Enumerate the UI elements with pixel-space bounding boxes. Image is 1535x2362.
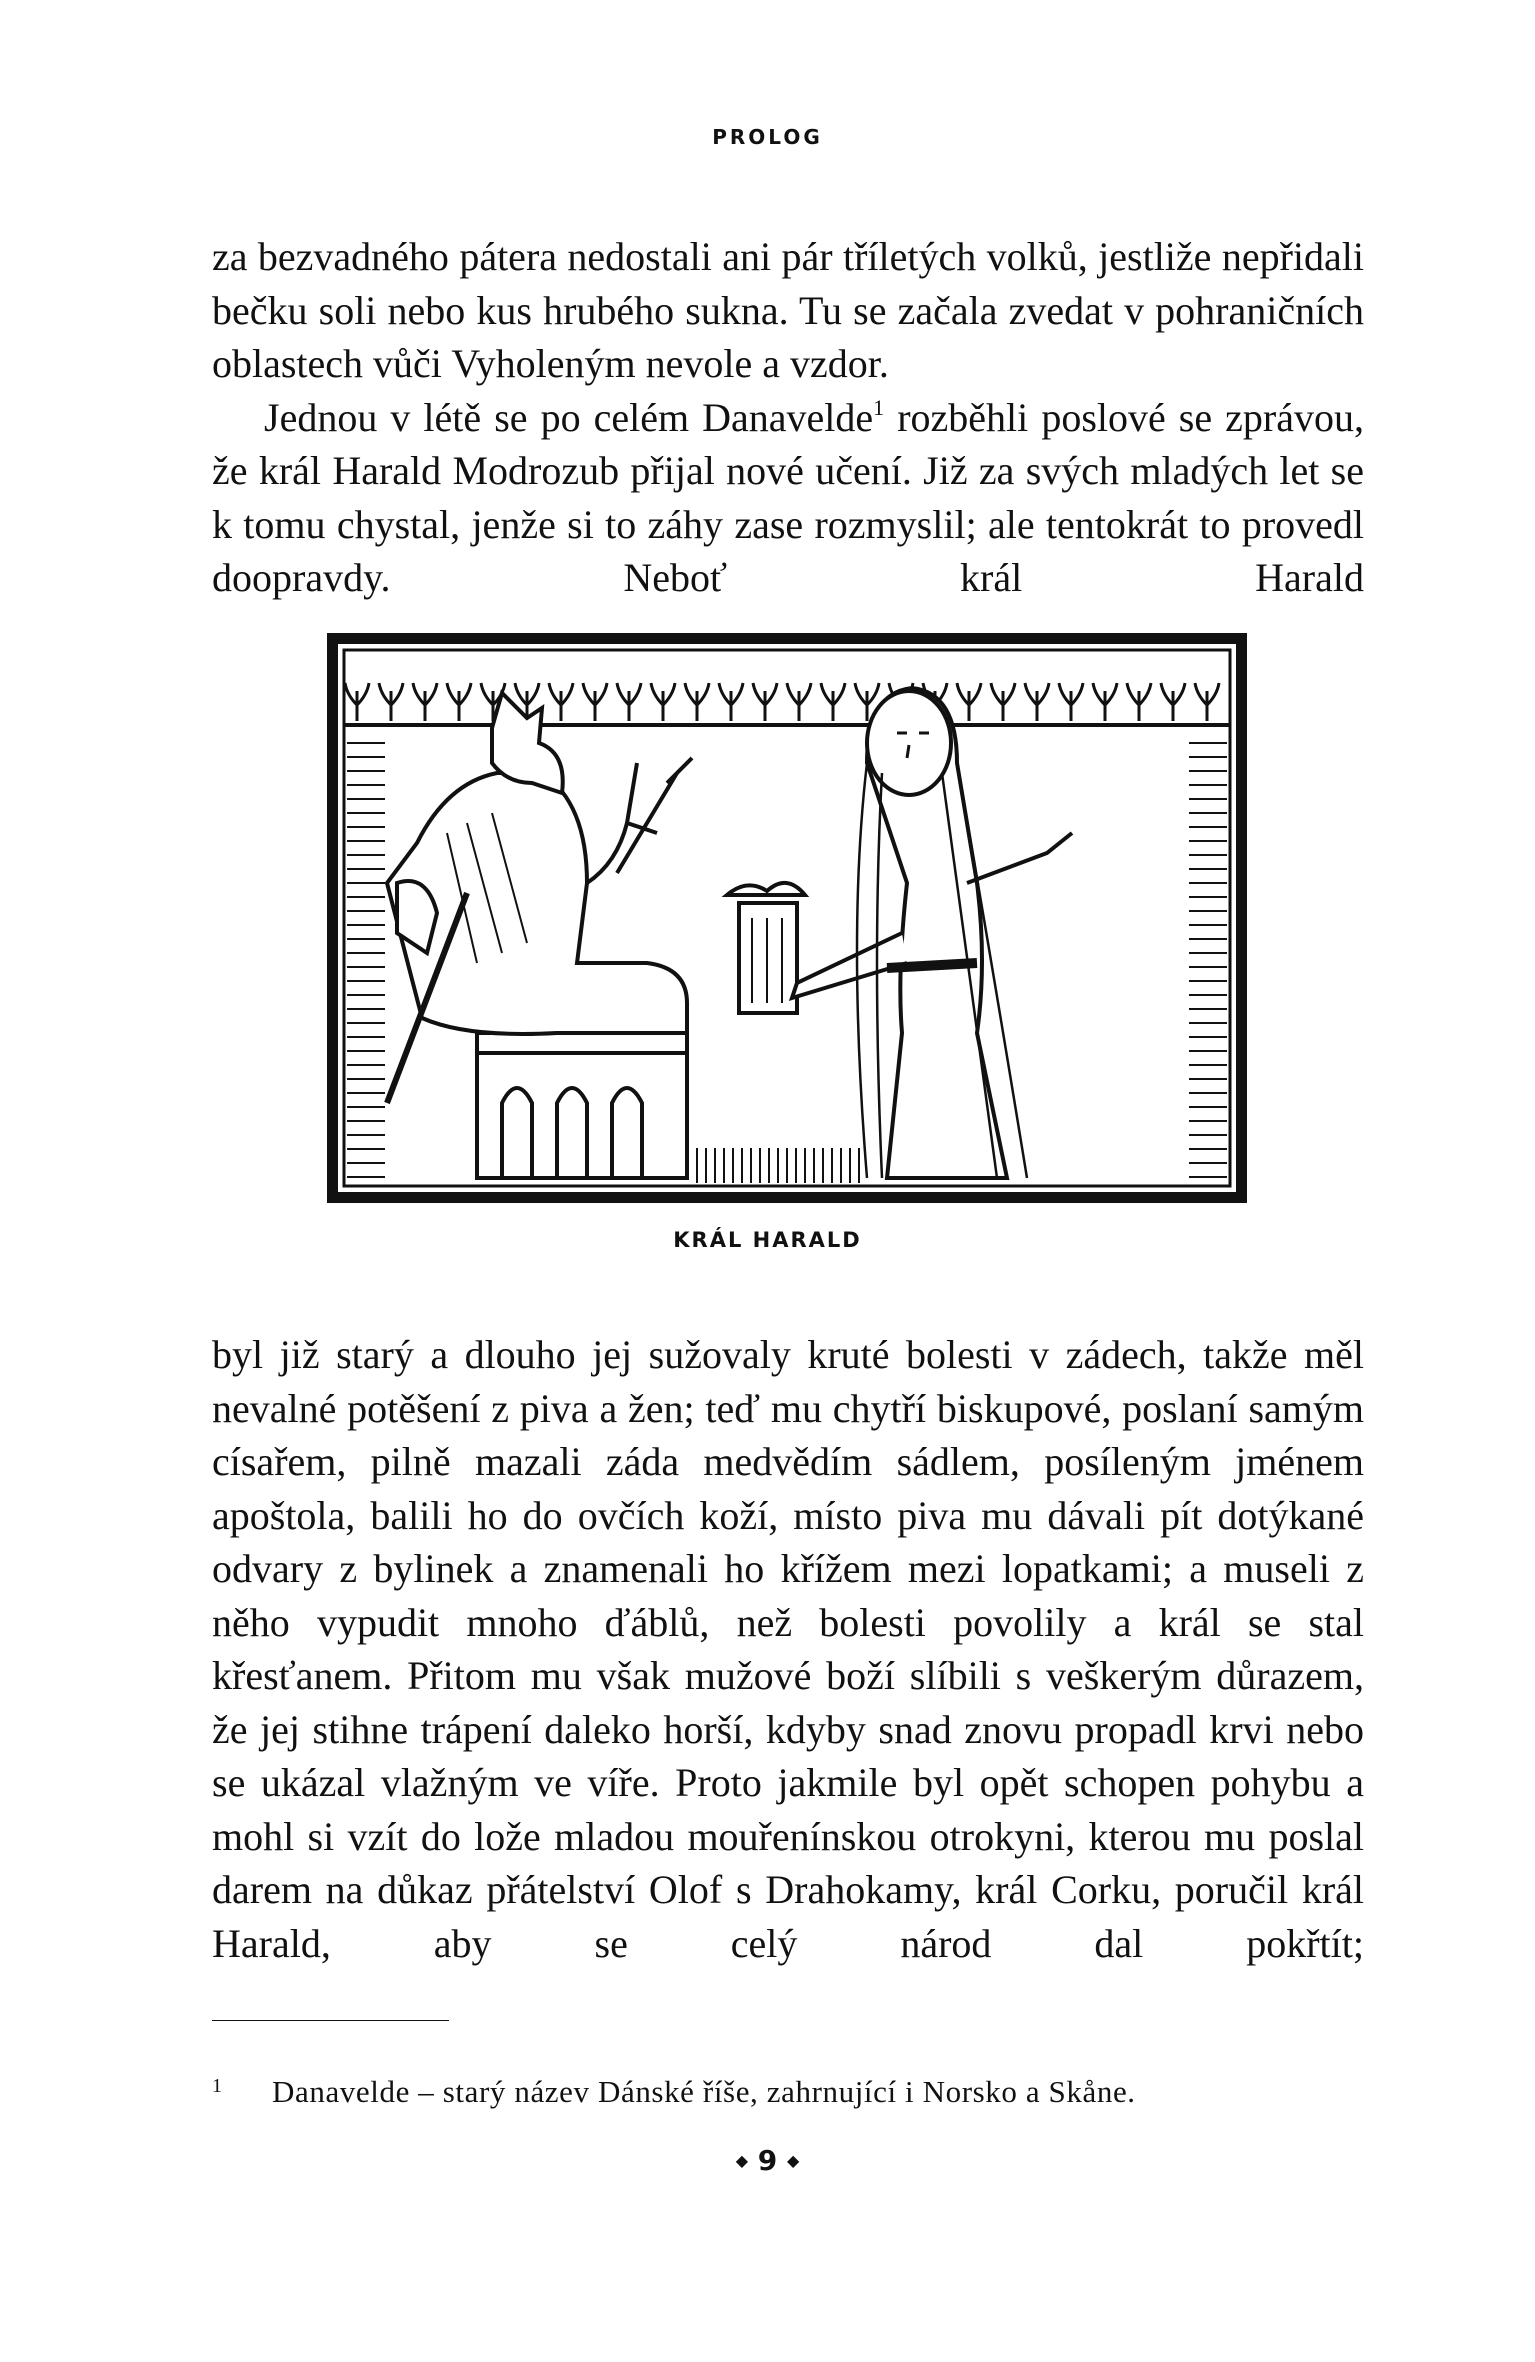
text-block-top <box>212 230 1364 605</box>
paragraph-text: rozběhli poslové se zprávou, že král Harald Modrozub přijal nové učení. Již za svých mladých let se k tomu chystal, jenže si to záhy zase rozmyslil; ale tentokrát to provedl doopravdy. Neboť král Harald <box>212 394 1364 600</box>
diamond-ornament-icon: ◆ <box>735 2151 748 2170</box>
illustration-caption: KRÁL HARALD <box>673 1228 862 1252</box>
page-number <box>0 2144 1535 2177</box>
paragraph-text: Jednou v létě se po celém Danavelde <box>264 394 874 440</box>
paragraph: byl již starý a dlouho jej sužovaly kruté bolesti v zádech, takže měl nevalné potěšení z piva a žen; teď mu chytří biskupové, poslaní samým císařem, pilně mazali záda medvědím sádlem, posíleným jménem apoštola, balili ho do ovčích koží, místo piva mu dávali pít dotýkané odvary z bylinek a znamenali ho křížem mezi lopatkami; a museli z něho vypudit mnoho ďáblů, než bolesti povolily a král se stal křesťanem. Přitom mu však mužové boží slíbili s veškerým důrazem, že jej stihne trápení daleko horší, kdyby snad znovu propadl krvi nebo se ukázal vlažným ve víře. Proto jakmile byl opět schopen pohybu a mohl si vzít do lože mladou mouřenínskou otrokyni, kterou mu poslal darem na důkaz přátelství Olof s Drahokamy, král Corku, poručil král Harald, aby se celý národ dal pokřtít; <box>212 1332 1364 1966</box>
paragraph <box>212 391 1364 605</box>
footnote-rule <box>212 2020 449 2021</box>
diamond-ornament-icon: ◆ <box>786 2151 800 2170</box>
footnote-text: Danavelde – starý název Dánské říše, zahrnující i Norsko a Skåne. <box>272 2074 1136 2109</box>
woodcut-illustration <box>327 633 1247 1203</box>
paragraph: za bezvadného pátera nedostali ani pár tříletých volků, jestliže nepřidali bečku soli nebo kus hrubého sukna. Tu se začala zvedat v pohraničních oblastech vůči Vyholeným nevole a vzdor. <box>212 234 1364 386</box>
footnote <box>212 2066 1364 2112</box>
page-number-value: 9 <box>757 2144 778 2177</box>
footnote-reference: 1 <box>873 394 885 420</box>
text-block-bottom <box>212 1328 1364 1970</box>
footnote-number: 1 <box>212 2075 223 2097</box>
running-head: PROLOG <box>712 125 823 149</box>
